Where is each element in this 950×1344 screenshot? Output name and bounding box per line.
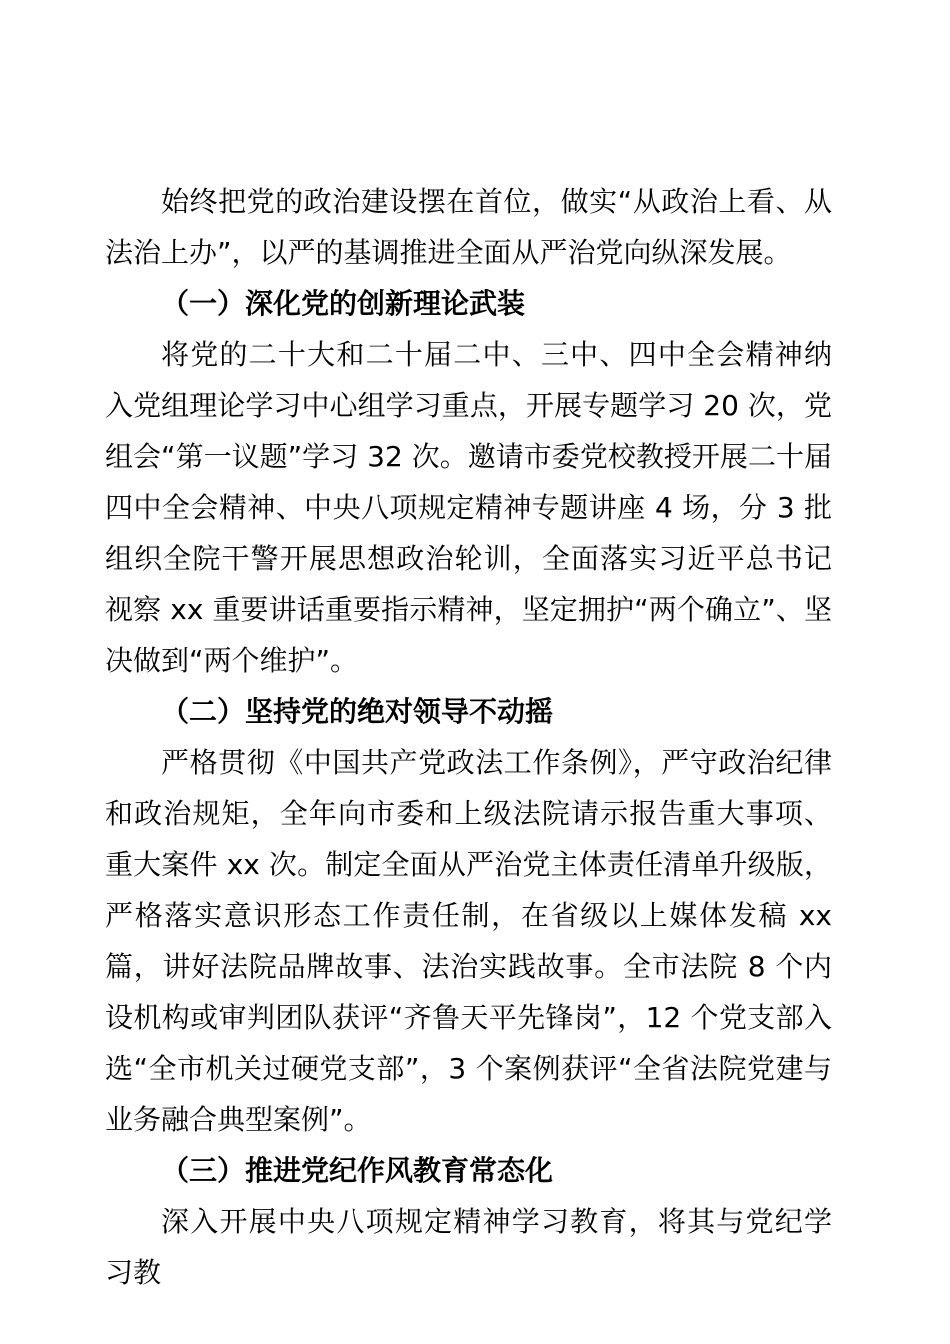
paragraph-section-3-truncated: 深入开展中央八项规定精神学习教育，将其与党纪学习教 [105,1205,832,1289]
section-heading-3: （三）推进党纪作风教育常态化 [161,1154,554,1187]
section-heading-2: （二）坚持党的绝对领导不动摇 [161,695,554,728]
section-heading-1: （一）深化党的创新理论武装 [161,287,526,320]
paragraph-section-1: 将党的二十大和二十届二中、三中、四中全会精神纳入党组理论学习中心组学习重点，开展专题学习 20 次，党组会“第一议题”学习 32 次。邀请市委党校教授开展二十届四中全会精神、中央八项规定精神专题讲座 4 场，分 3 批组织全院干警开展思想政治轮训，全面落实习近平总书记视察 xx 重要讲话重要指示精神，坚定拥护“两个确立”、坚决做到“两个维护”。 [105,338,832,677]
paragraph-intro: 始终把党的政治建设摆在首位，做实“从政治上看、从法治上办”，以严的基调推进全面从严治党向纵深发展。 [105,185,832,269]
paragraph-section-2: 严格贯彻《中国共产党政法工作条例》，严守政治纪律和政治规矩，全年向市委和上级法院请示报告重大事项、重大案件 xx 次。制定全面从严治党主体责任清单升级版，严格落实意识形态工作责任制，在省级以上媒体发稿 xx 篇，讲好法院品牌故事、法治实践故事。全市法院 8 个内设机构或审判团队获评“齐鲁天平先锋岗”，12 个党支部入选“全市机关过硬党支部”，3 个案例获评“全省法院党建与业务融合典型案例”。 [105,746,832,1136]
